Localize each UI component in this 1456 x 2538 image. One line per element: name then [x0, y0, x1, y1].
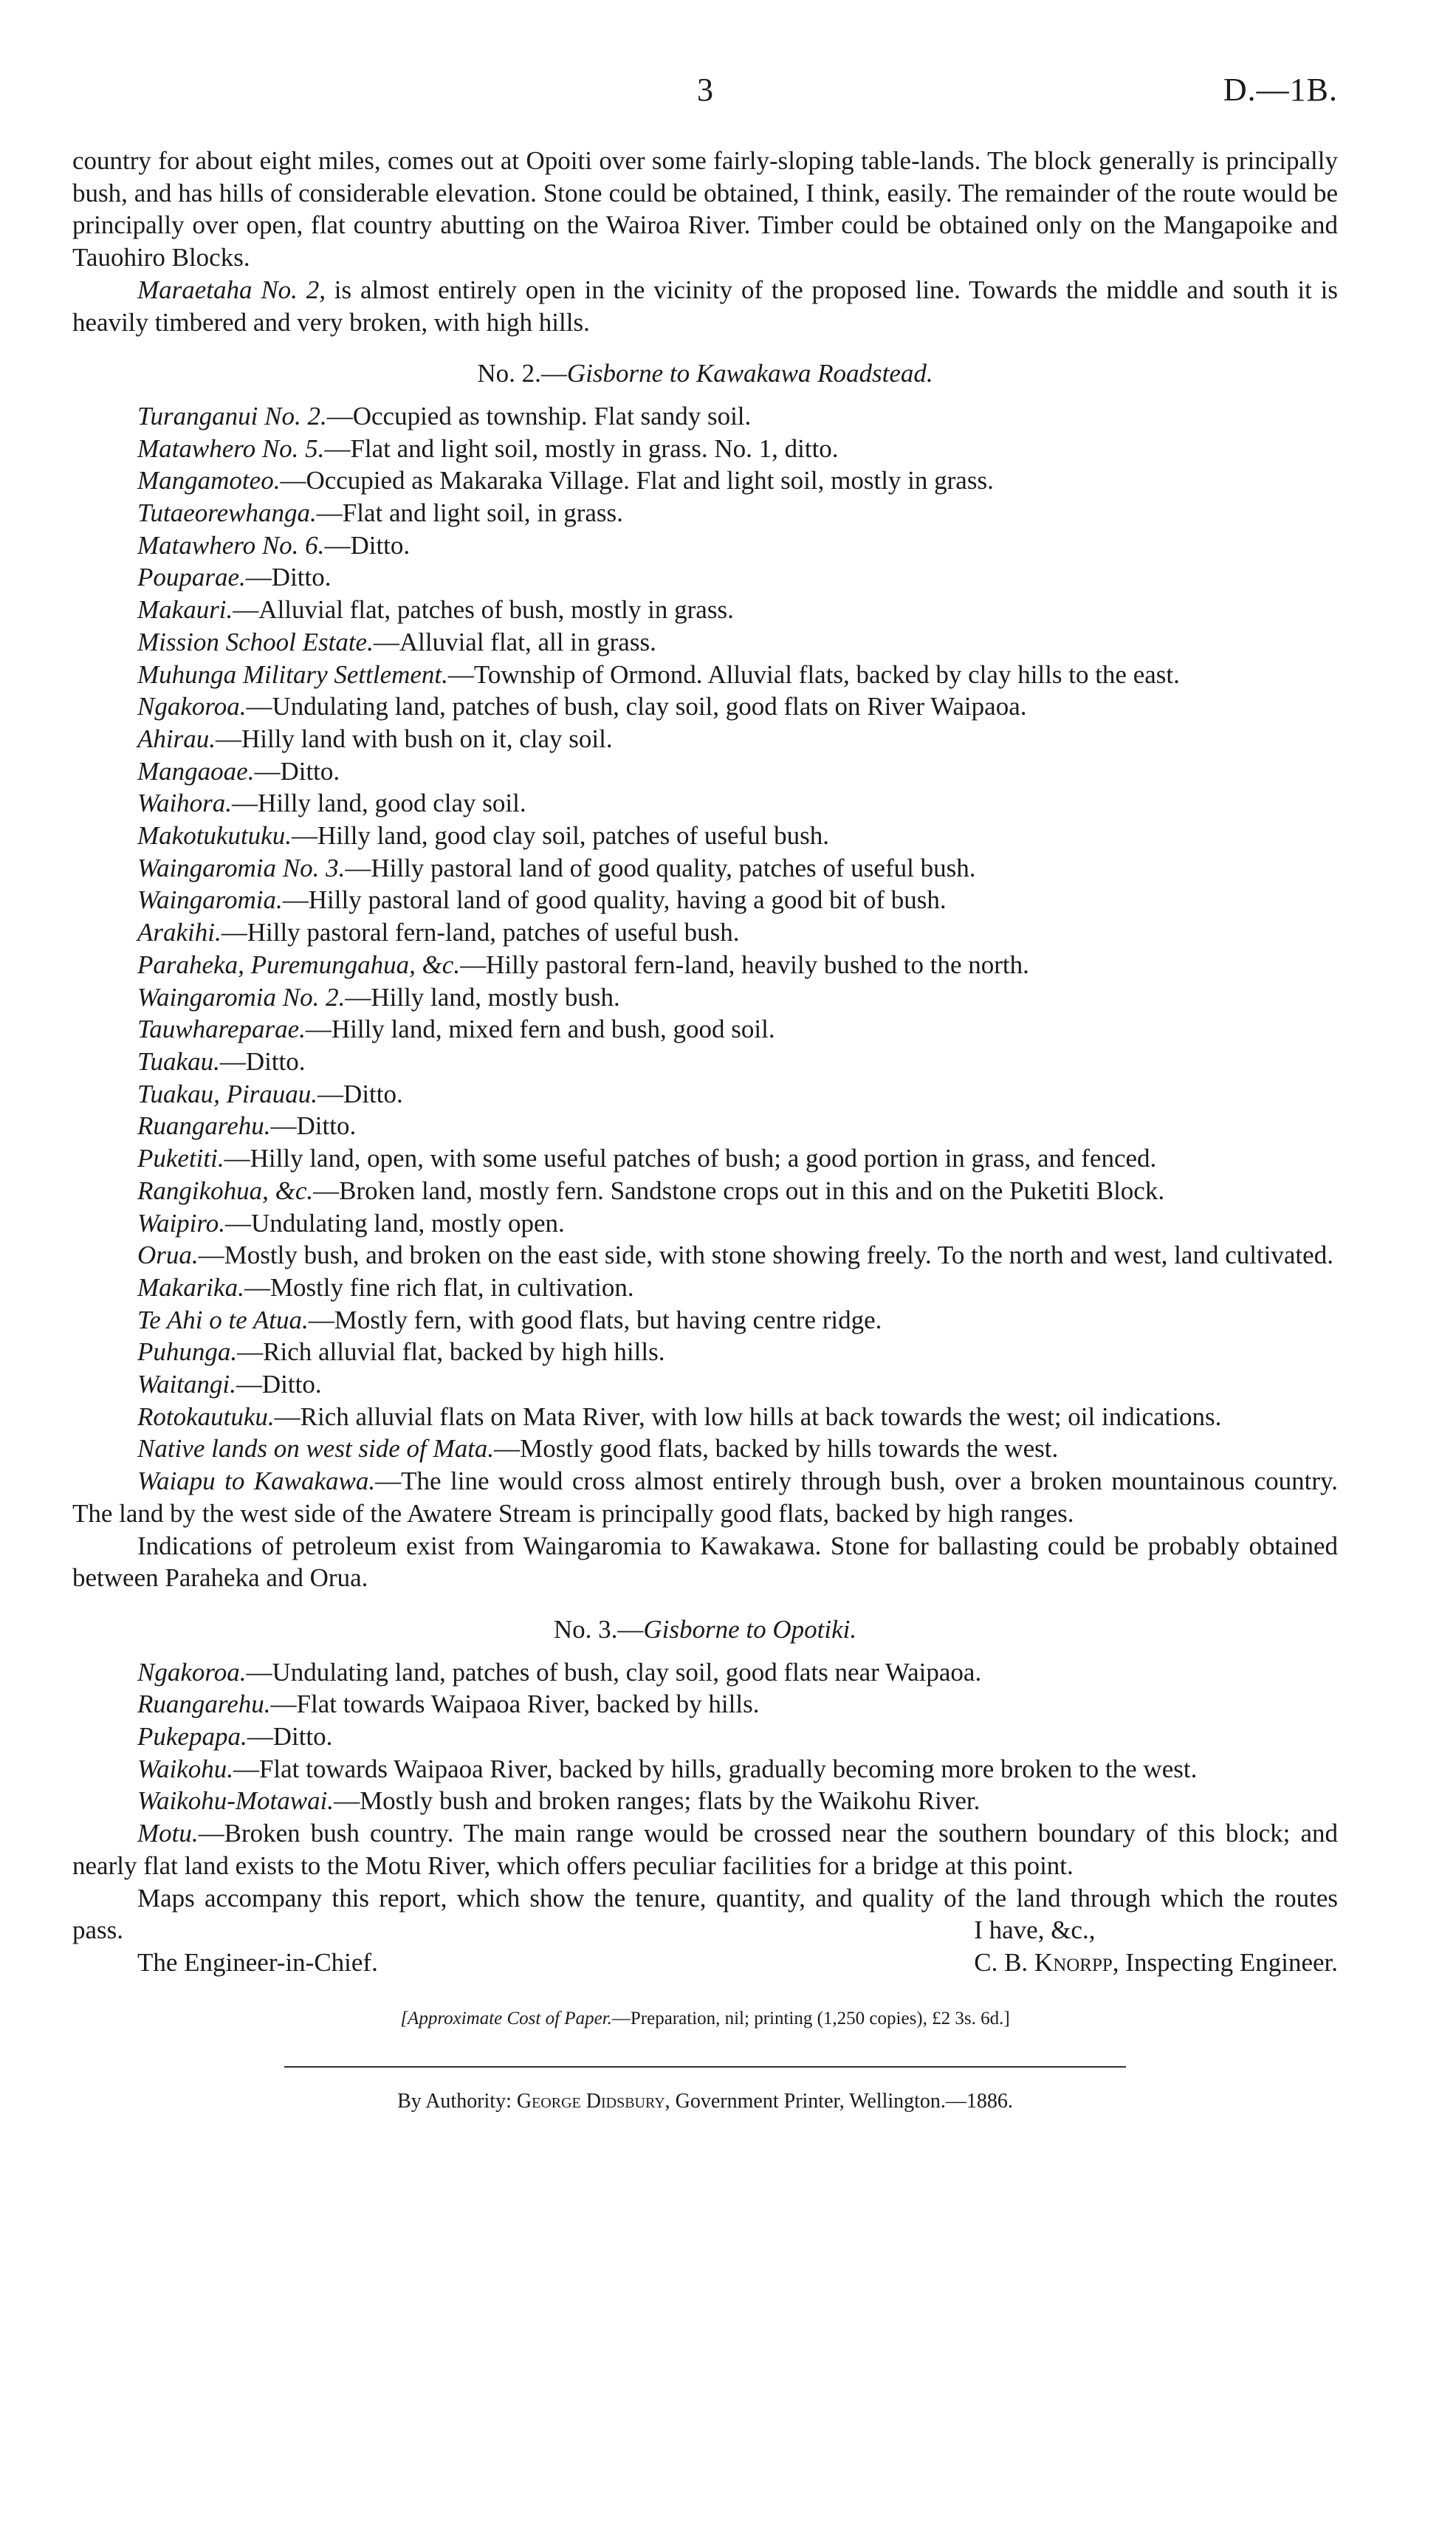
- block-description: —Flat and light soil, in grass.: [316, 498, 623, 528]
- block-text: is almost entirely open in the vicinity of the proposed line. Towards the middle and south it is heavily timbered and very broken, with high hills.: [72, 275, 1338, 337]
- block-label: Ruangarehu.: [137, 1111, 271, 1141]
- block-label: Arakihi.: [137, 918, 222, 947]
- block-label: Te Ahi o te Atua.: [137, 1305, 309, 1334]
- block-label: Pukepapa.: [137, 1722, 247, 1752]
- block-label: Ngakoroa.: [137, 692, 247, 721]
- block-description: —Undulating land, mostly open.: [224, 1208, 565, 1238]
- block-label: Orua.: [137, 1241, 199, 1270]
- signature-name: Knorpp,: [1034, 1947, 1119, 1977]
- block-description: —The line would cross almost entirely through bush, over a broken mountainous country. The land by the west side of the Awatere Stream is principally good flats, backed by high ranges.: [72, 1467, 1338, 1528]
- block-entry: [72, 1078, 1338, 1111]
- section-2-number: No. 2.—: [477, 359, 567, 388]
- block-entry: [72, 1336, 1338, 1368]
- block-description: —Hilly land, good clay soil.: [232, 789, 526, 818]
- block-entry: [72, 1013, 1338, 1046]
- block-description: —Ditto.: [317, 1079, 403, 1108]
- block-entry: [72, 949, 1338, 981]
- block-label: Waiapu to Kawakawa.: [137, 1467, 376, 1496]
- block-description: —Mostly good flats, backed by hills towards the west.: [494, 1434, 1059, 1464]
- block-entry: [72, 1110, 1338, 1142]
- authority-prefix: By Authority:: [397, 2089, 512, 2113]
- authority-line: [72, 2090, 1338, 2113]
- block-description: —Ditto.: [270, 1111, 357, 1141]
- block-entry: [72, 884, 1338, 916]
- authority-suffix: Government Printer, Wellington.—1886.: [675, 2089, 1013, 2113]
- block-description: —Ditto.: [236, 1370, 322, 1399]
- block-description: —Rich alluvial flat, backed by high hills.: [237, 1337, 665, 1367]
- block-description: —Ditto.: [324, 530, 411, 560]
- block-entry: [72, 594, 1338, 626]
- block-label: Muhunga Military Settlement.: [137, 659, 448, 689]
- block-label: Pouparae.: [137, 563, 246, 592]
- section-2-closing: Indications of petroleum exist from Waingaromia to Kawakawa. Stone for ballasting could be probably obtained between Paraheka and Orua.: [72, 1531, 1338, 1593]
- block-label: Waingaromia No. 3.: [137, 853, 346, 882]
- block-label: Makotukutuku.: [137, 821, 292, 851]
- block-description: —Hilly pastoral land of good quality, having a good bit of bush.: [282, 885, 947, 915]
- block-entry: [72, 916, 1338, 949]
- block-entry: [72, 820, 1338, 852]
- block-label: Matawhero No. 5.: [137, 433, 325, 463]
- block-entry: [72, 561, 1338, 594]
- block-label: Ngakoroa.: [137, 1657, 247, 1687]
- block-description: —Flat towards Waipaoa River, backed by hills.: [270, 1690, 760, 1719]
- block-description: —Hilly pastoral land of good quality, patches of useful bush.: [345, 853, 976, 882]
- block-entry: [72, 1142, 1338, 1175]
- block-description: —Hilly land, mostly bush.: [345, 982, 620, 1012]
- addressee: The Engineer-in-Chief.: [137, 1947, 378, 1977]
- signature-title: Inspecting Engineer.: [1125, 1947, 1338, 1977]
- block-description: —Undulating land, patches of bush, clay soil, good flats on River Waipaoa.: [246, 692, 1027, 721]
- section-3-entries: [72, 1656, 1338, 1882]
- block-description: —Hilly pastoral fern-land, heavily bushed to the north.: [460, 950, 1029, 979]
- section-3-title: [72, 1613, 1338, 1646]
- block-description: —Alluvial flat, patches of bush, mostly in grass.: [233, 595, 734, 625]
- block-description: —Mostly bush, and broken on the east side, with stone showing freely. To the north and west, land cultivated.: [198, 1241, 1333, 1270]
- block-label: Mission School Estate.: [137, 627, 374, 656]
- block-label: Makarika.: [137, 1272, 244, 1302]
- block-description: —Alluvial flat, all in grass.: [373, 627, 656, 656]
- block-label: Waingaromia.: [137, 885, 283, 915]
- block-entry: [72, 1465, 1338, 1529]
- block-entry: [72, 787, 1338, 820]
- block-label: Native lands on west side of Mata.: [137, 1434, 495, 1464]
- block-entry: [72, 1656, 1338, 1689]
- cost-note: [72, 2009, 1338, 2029]
- block-entry: [72, 1368, 1338, 1401]
- block-entry: [72, 1401, 1338, 1433]
- block-label: Paraheka, Puremungahua, &c.: [137, 950, 461, 979]
- block-entry: [72, 981, 1338, 1014]
- block-description: —Broken bush country. The main range would be crossed near the southern boundary of this block; and nearly flat land exists to the Motu River, which offers peculiar facilities for a bridge at this point.: [72, 1819, 1338, 1880]
- block-description: —Occupied as Makaraka Village. Flat and light soil, mostly in grass.: [280, 466, 994, 495]
- block-entry: [72, 1239, 1338, 1272]
- block-label: Tutaeorewhanga.: [137, 498, 317, 528]
- block-entry: [72, 1721, 1338, 1753]
- block-label: Rotokautuku.: [137, 1402, 275, 1431]
- block-label: Mangamoteo.: [137, 466, 281, 495]
- block-description: —Rich alluvial flats on Mata River, with low hills at back towards the west; oil indications.: [274, 1402, 1222, 1431]
- section-2-title: [72, 357, 1338, 390]
- block-entry: [72, 690, 1338, 723]
- block-entry: [72, 1304, 1338, 1337]
- block-description: —Ditto.: [254, 756, 340, 786]
- document-code: D.—1B.: [1223, 72, 1338, 108]
- block-description: —Hilly land, open, with some useful patches of bush; a good portion in grass, and fenced.: [224, 1144, 1157, 1173]
- block-label: Motu.: [137, 1819, 199, 1848]
- block-label: Waihora.: [137, 789, 233, 818]
- section-2-entries: [72, 400, 1338, 1530]
- block-description: —Hilly land with bush on it, clay soil.: [215, 724, 613, 753]
- block-entry: [72, 626, 1338, 659]
- block-description: —Hilly land, mixed fern and bush, good soil.: [305, 1015, 775, 1044]
- block-label: Waitangi.: [137, 1370, 236, 1399]
- signoff: [72, 1915, 1338, 1979]
- block-entry: [72, 755, 1338, 788]
- block-entry: [72, 1433, 1338, 1465]
- block-description: —Mostly fern, with good flats, but having centre ridge.: [308, 1305, 882, 1334]
- signature-block: [974, 1915, 1338, 1979]
- block-entry: [72, 1817, 1338, 1882]
- block-label: Puketiti.: [137, 1144, 224, 1173]
- block-description: —Mostly fine rich flat, in cultivation.: [244, 1272, 634, 1302]
- block-entry: [72, 497, 1338, 529]
- page-header: [72, 0, 1338, 145]
- block-description: —Flat towards Waipaoa River, backed by hills, gradually becoming more broken to the west.: [233, 1754, 1198, 1783]
- cost-label: [Approximate Cost of Paper.: [400, 2008, 612, 2028]
- block-entry: [72, 659, 1338, 691]
- block-entry: [72, 400, 1338, 433]
- block-description: —Hilly land, good clay soil, patches of useful bush.: [291, 821, 830, 851]
- block-label: Tuakau, Pirauau.: [137, 1079, 318, 1108]
- section-3-name: Gisborne to Opotiki.: [643, 1614, 857, 1644]
- block-label: Puhunga.: [137, 1337, 238, 1367]
- block-description: —Undulating land, patches of bush, clay soil, good flats near Waipaoa.: [246, 1657, 982, 1687]
- block-label: Maraetaha No. 2,: [137, 275, 326, 304]
- block-label: Waipiro.: [137, 1208, 225, 1238]
- block-label: Waikohu.: [137, 1754, 233, 1783]
- signature-initials: C. B.: [974, 1947, 1029, 1977]
- block-label: Waingaromia No. 2.: [137, 982, 346, 1012]
- block-label: Tuakau.: [137, 1046, 220, 1076]
- block-entry: [72, 1207, 1338, 1240]
- document-body: [72, 145, 1338, 1947]
- intro-paragraph: country for about eight miles, comes out at Opoiti over some fairly-sloping table-lands. The block generally is principally bush, and has hills of considerable elevation. Stone could be obtained, I think, easily. The remainder of the route would be principally over open, flat country abutting on the Wairoa River. Timber could be obtained only on the Mangapoike and Tauohiro Blocks.: [72, 146, 1338, 272]
- block-description: —Township of Ormond. Alluvial flats, backed by clay hills to the east.: [447, 659, 1180, 689]
- block-description: —Ditto.: [247, 1722, 333, 1752]
- block-description: —Ditto.: [219, 1046, 306, 1076]
- section-3-number: No. 3.—: [553, 1614, 644, 1644]
- block-entry: [72, 1753, 1338, 1786]
- block-entry: [72, 723, 1338, 755]
- block-entry: [72, 1688, 1338, 1721]
- block-label: Waikohu-Motawai.: [137, 1786, 334, 1816]
- block-description: —Ditto.: [245, 563, 332, 592]
- block-entry: [72, 1046, 1338, 1078]
- cost-text: —Preparation, nil; printing (1,250 copies), £2 3s. 6d.]: [611, 2008, 1010, 2028]
- block-label: Turanganui No. 2.: [137, 401, 327, 431]
- block-description: —Flat and light soil, mostly in grass. No. 1, ditto.: [324, 433, 839, 463]
- block-entry: [72, 852, 1338, 885]
- maraetaha-paragraph: [72, 274, 1338, 338]
- block-description: —Mostly bush and broken ranges; flats by the Waikohu River.: [334, 1786, 981, 1816]
- block-entry: [72, 1175, 1338, 1207]
- footer-divider: [284, 2066, 1126, 2068]
- block-label: Ruangarehu.: [137, 1690, 271, 1719]
- block-description: —Hilly pastoral fern-land, patches of useful bush.: [221, 918, 740, 947]
- block-description: —Broken land, mostly fern. Sandstone crops out in this and on the Puketiti Block.: [313, 1176, 1165, 1205]
- section-3-closing: Maps accompany this report, which show the tenure, quantity, and quality of the land through which the routes pass.: [72, 1883, 1338, 1945]
- printer-name: George Didsbury,: [516, 2089, 670, 2113]
- block-entry: [72, 529, 1338, 562]
- block-label: Matawhero No. 6.: [137, 530, 325, 560]
- block-entry: [72, 433, 1338, 465]
- section-2-name: Gisborne to Kawakawa Roadstead.: [566, 359, 933, 388]
- block-label: Ahirau.: [137, 724, 216, 753]
- block-label: Makauri.: [137, 595, 233, 625]
- block-entry: [72, 1785, 1338, 1817]
- block-label: Mangaoae.: [137, 756, 255, 786]
- page-number: 3: [697, 72, 713, 108]
- block-entry: [72, 464, 1338, 497]
- block-label: Rangikohua, &c.: [137, 1176, 314, 1205]
- block-description: —Occupied as township. Flat sandy soil.: [326, 401, 752, 431]
- block-label: Tauwhareparae.: [137, 1015, 306, 1044]
- i-have: I have, &c.,: [974, 1915, 1096, 1945]
- block-entry: [72, 1272, 1338, 1304]
